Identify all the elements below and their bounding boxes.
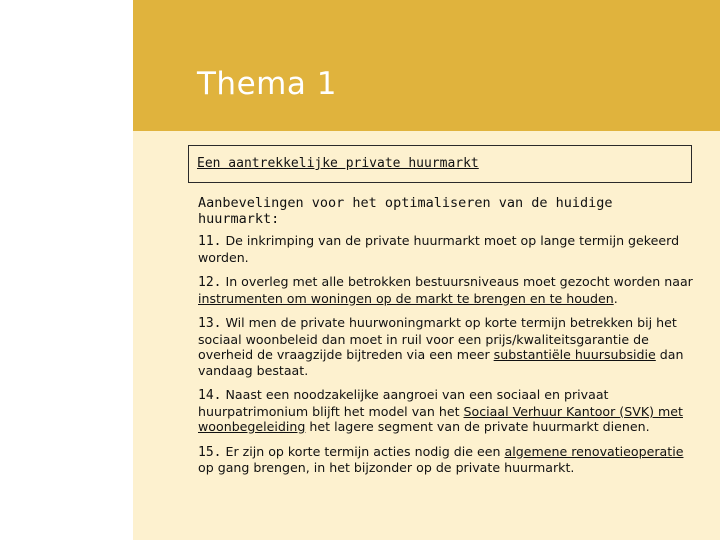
recommendation-item (198, 387, 698, 435)
item-link[interactable]: substantiële huursubsidie (493, 347, 656, 362)
intro-text: Aanbevelingen voor het optimaliseren van de huidige huurmarkt: (198, 195, 613, 227)
item-number: 12. (198, 275, 222, 290)
item-text: De inkrimping van de private huurmarkt moet op lange termijn gekeerd worden. (198, 233, 680, 265)
item-text: Wil men de private huurwoningmarkt op korte termijn betrekken bij het sociaal woonbeleid dan moet in ruil voor een prijs/kwaliteitsgarantie de overheid de vraagzijde bijtreden via een meer (198, 315, 677, 362)
item-text: In overleg met alle betrokken bestuursniveaus moet gezocht worden naar (221, 274, 693, 289)
item-number: 15. (198, 444, 222, 460)
item-text-end: dan vandaag bestaat. (198, 347, 684, 378)
item-text-end: . (613, 290, 618, 306)
item-link[interactable]: Sociaal Verhuur Kantoor (SVK) met woonbegeleiding (198, 403, 683, 434)
recommendation-item (198, 315, 698, 378)
left-margin (0, 0, 133, 540)
subtitle: Een aantrekkelijke private huurmarkt (197, 156, 479, 171)
slide-title: Thema 1 (197, 66, 337, 102)
item-number: 11. (198, 234, 222, 249)
item-text: Naast een noodzakelijke aangroei van een sociaal en privaat huurpatrimonium blijft het model van het (198, 387, 609, 419)
body-text (198, 195, 698, 485)
item-link[interactable]: algemene renovatieoperatie (504, 443, 684, 459)
item-number: 13. (198, 316, 222, 331)
recommendation-item (198, 444, 698, 476)
subtitle-box (188, 145, 692, 183)
recommendation-item (198, 274, 698, 306)
content-area (133, 131, 720, 540)
recommendation-item (198, 233, 698, 265)
item-text: Er zijn op korte termijn acties nodig die een (221, 443, 505, 459)
item-text-end: op gang brengen, in het bijzonder op de private huurmarkt. (198, 460, 575, 475)
item-number: 14. (198, 388, 222, 403)
item-link[interactable]: instrumenten om woningen op de markt te brengen en te houden (198, 290, 614, 306)
item-text-end: het lagere segment van de private huurmarkt dienen. (305, 419, 650, 434)
header-band (133, 0, 720, 131)
